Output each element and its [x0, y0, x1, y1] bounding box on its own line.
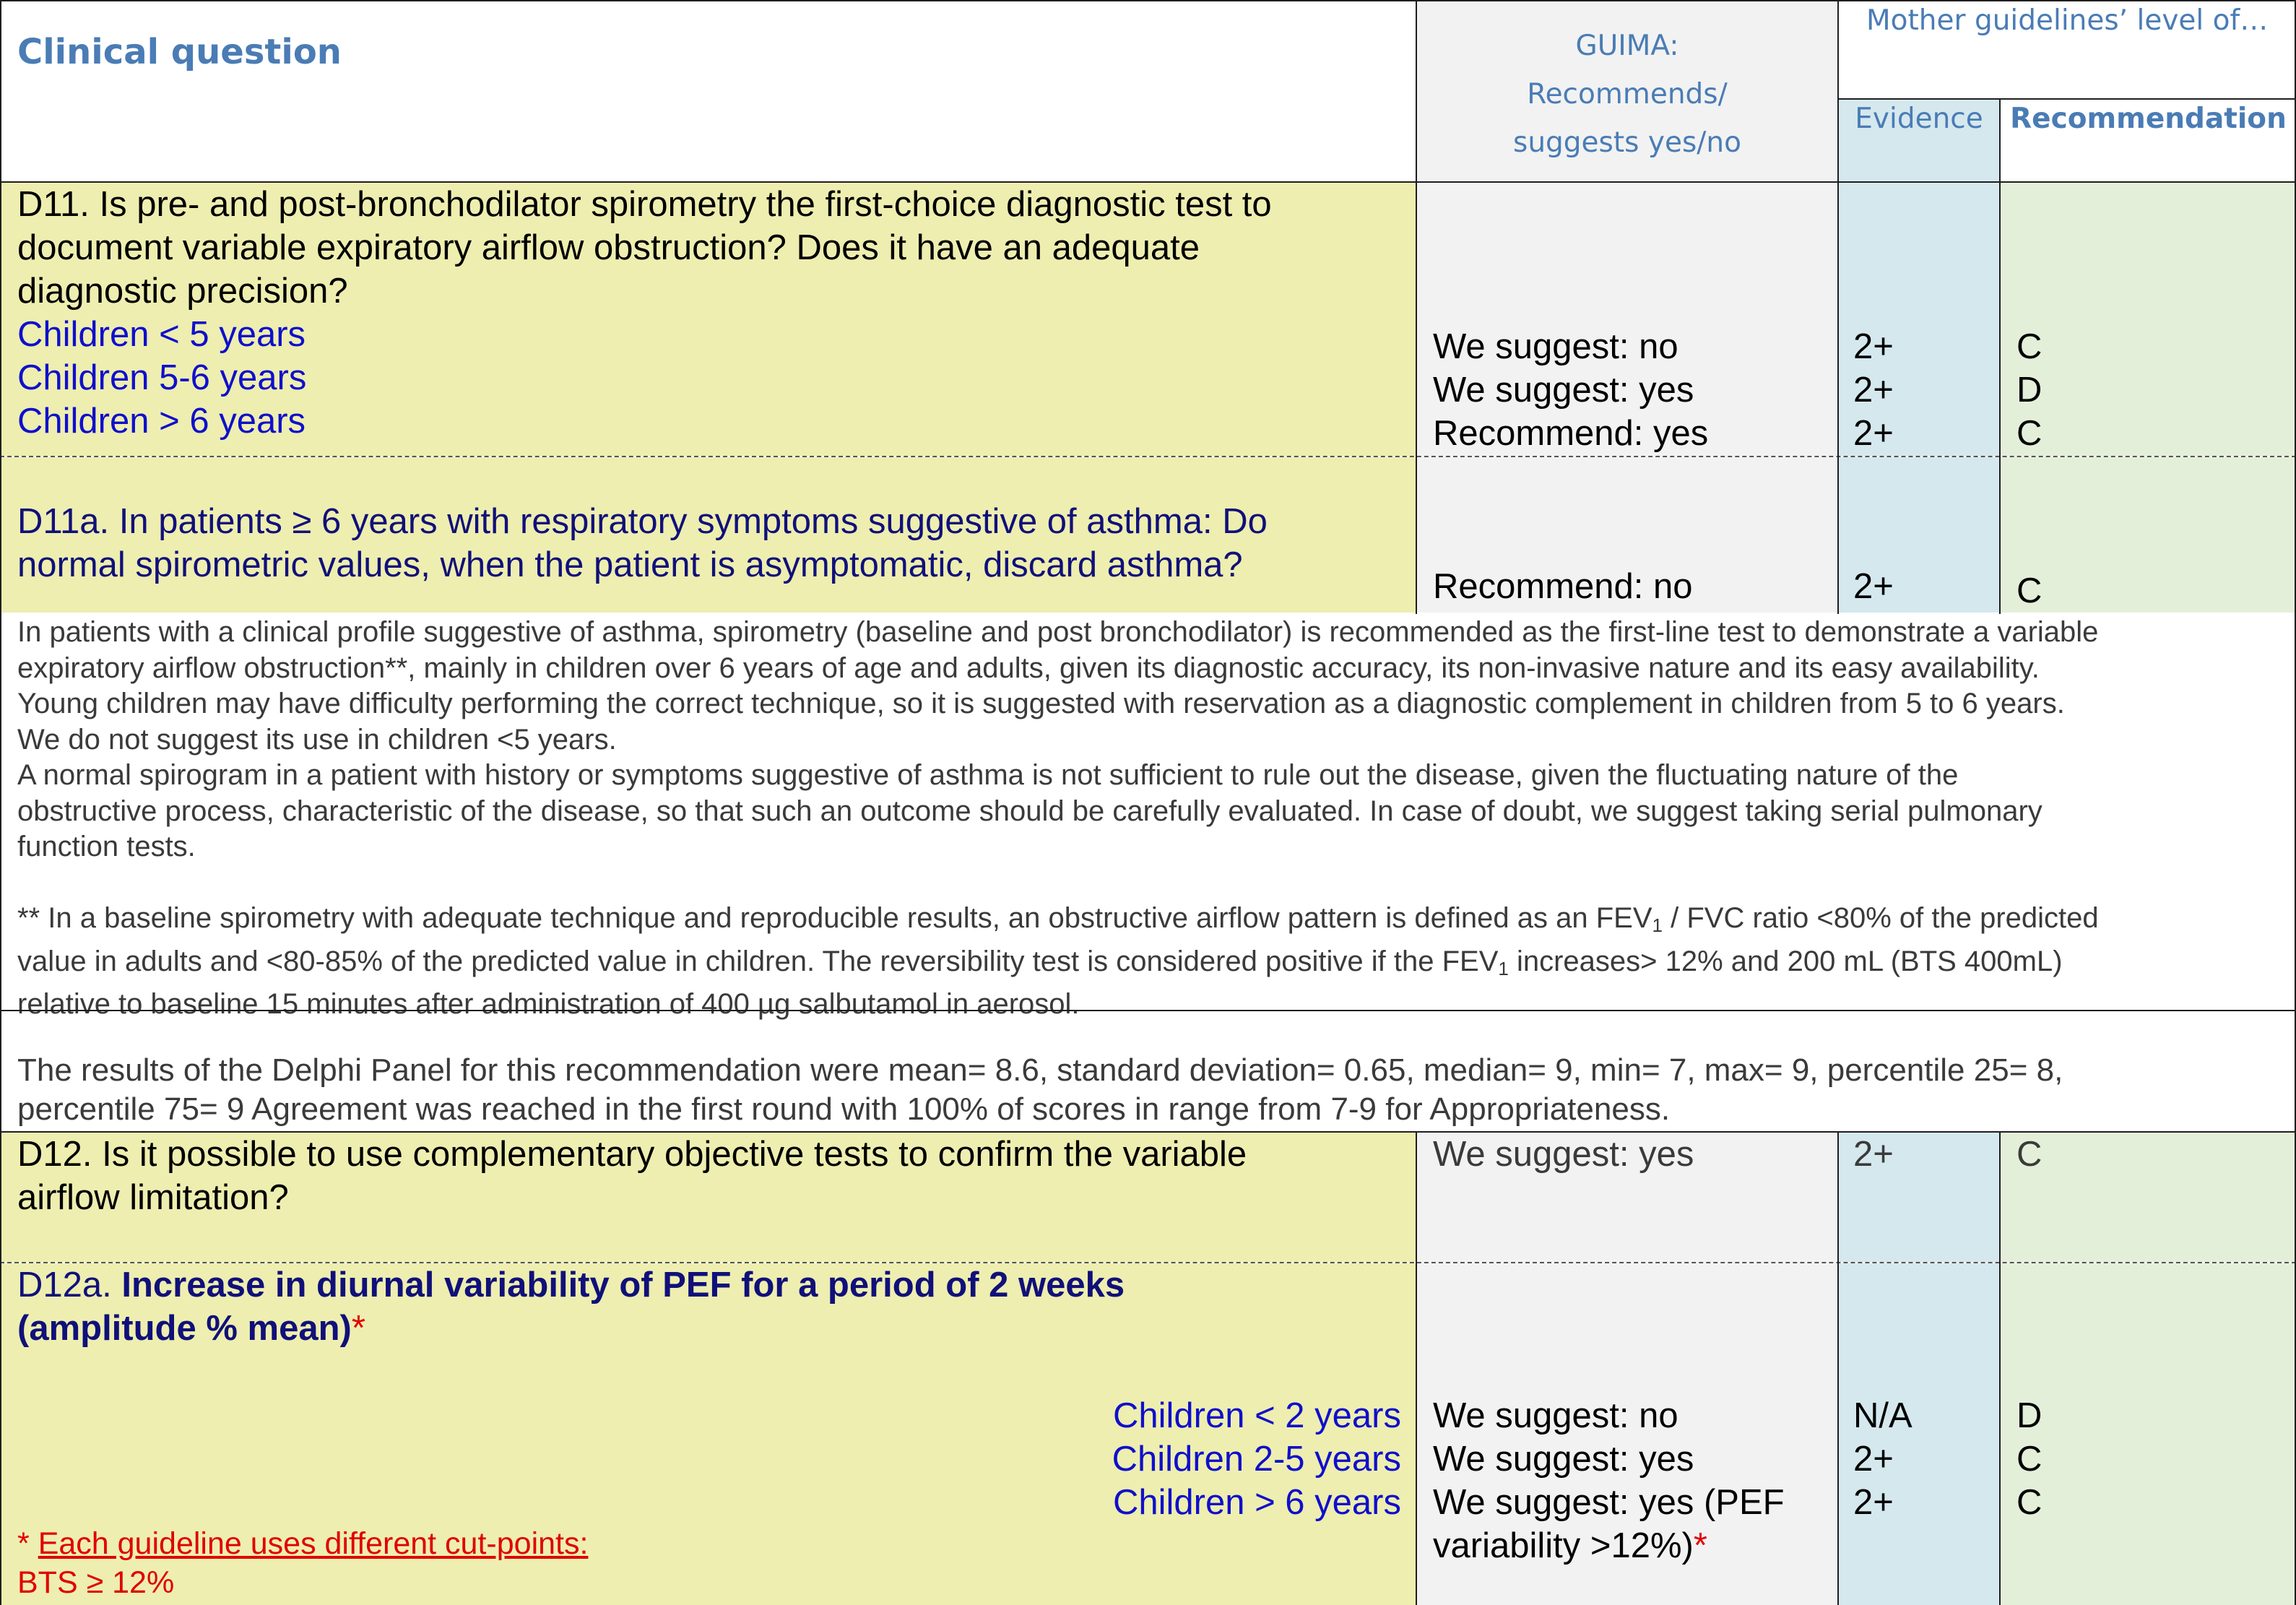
clinical-question-header: Clinical question — [17, 32, 342, 72]
subheader-divider — [1839, 98, 2296, 100]
d12a-recommendation-values: D C C — [2016, 1396, 2042, 1522]
mother-guidelines-header: Mother guidelines’ level of… — [1866, 4, 2269, 37]
d11a-guima: Recommend: no — [1433, 567, 1693, 606]
d11-group: Children < 5 years — [17, 315, 306, 354]
evidence-header: Evidence — [1855, 103, 1983, 135]
d11-question: D11. Is pre- and post-bronchodilator spirometry the first-choice diagnostic test to document variable expiratory airflow obstruction? Does it have an adequate diagnostic precision? Children < 5 years Children 5-6 years Children > 6 years — [17, 183, 1272, 443]
explanation-text: In patients with a clinical profile suggestive of asthma, spirometry (baseline and post bronchodilator) is recommended as the first-line test to demonstrate a variable expiratory airflow obstruction**, mainly in children over 6 years of age and adults, given its diagnostic accuracy, its non-invasive nature and its easy availability. Young children may have difficulty performing the correct technique, so it is suggested with reservation as a diagnostic complement in children from 5 to 6 years. We do not suggest its use in children <5 years. A normal spirogram in a patient with history or symptoms suggestive of asthma is not sufficient to rule out the disease, given the fluctuating nature of the obstructive process, characteristic of the disease, so that such an outcome should be carefully evaluated. In case of doubt, we suggest taking serial pulmonary function tests. ** In a baseline spirometry with adequate technique and reproducible results, an obstructive airflow pattern is defined as an $FEV_1$ / FVC ratio <80% of the predicted value in adults and <80-85% of the predicted value in children. The reversibility test is considered positive if the $FEV_1$ increases> 12% and 200 mL (BTS 400mL) relative to baseline 15 minutes after administration of 400 µg salbutamol in aerosol. — [17, 615, 2285, 1023]
d11a-evidence: 2+ — [1853, 567, 1894, 606]
table-border-left — [0, 0, 1, 1605]
header-divider — [0, 181, 2296, 183]
d12a-question: D12a. Increase in diurnal variability of PEF for a period of 2 weeks (amplitude % mean)* — [17, 1266, 1125, 1348]
recommendation-header: Recommendation — [2010, 103, 2287, 135]
d11-evidence-values: 2+ 2+ 2+ — [1853, 327, 1894, 453]
column-divider — [1837, 0, 1839, 614]
delphi-results: The results of the Delphi Panel for this recommendation were mean= 8.6, standard deviation= 0.65, median= 9, min= 7, max= 9, percentile 25= 8, percentile 75= 9 Agreement was reached in the first round with 100% of scores in range from 7-9 for Appropriateness. — [17, 1052, 2063, 1127]
row-divider — [0, 1010, 2296, 1011]
d11-group: Children > 6 years — [17, 402, 306, 441]
d11-group: Children 5-6 years — [17, 358, 307, 397]
row-divider — [0, 1262, 2296, 1263]
column-divider — [1837, 1131, 1839, 1605]
guima-header: GUIMA: Recommends/ suggests yes/no — [1513, 30, 1741, 159]
d11-guima-values: We suggest: no We suggest: yes Recommend: yes — [1433, 327, 1709, 453]
d12-guima: We suggest: yes — [1433, 1135, 1694, 1174]
d12-recommendation: C — [2016, 1135, 2042, 1174]
d12a-guima-values: We suggest: no We suggest: yes We suggest: yes (PEF variability >12%)* — [1433, 1396, 1785, 1565]
d12-evidence: 2+ — [1853, 1135, 1894, 1174]
column-divider — [1999, 1131, 2001, 1605]
d12-recommendation-cell — [2001, 1133, 2296, 1262]
d11-recommendation-values: C D C — [2016, 327, 2042, 453]
header-question-cell — [0, 0, 1416, 181]
footnote: ** In a baseline spirometry with adequate technique and reproducible results, an obstructive airflow pattern is defined as an $FEV_1$ / FVC ratio <80% of the predicted value in adults and <80-85% of the predicted value in children. The reversibility test is considered positive if the $FEV_1$ increases> 12% and 200 mL (BTS 400mL) relative to baseline 15 minutes after administration of 400 µg salbutamol in aerosol. — [17, 902, 2099, 1020]
cut-points-note: * Each guideline uses different cut-points: BTS ≥ 12% — [17, 1524, 588, 1602]
d11a-question: D11a. In patients ≥ 6 years with respiratory symptoms suggestive of asthma: Do normal spirometric values, when the patient is asymptomatic, discard asthma? — [17, 502, 1268, 584]
d11a-recommendation: C — [2016, 571, 2042, 610]
d11-recommendation-cell — [2001, 183, 2296, 456]
d12a-groups: Children < 2 years Children 2-5 years Children > 6 years — [1112, 1396, 1401, 1522]
table-border-top — [0, 0, 2296, 1]
bts-cutpoint: BTS ≥ 12% — [17, 1565, 175, 1600]
d12a-recommendation-cell — [2001, 1263, 2296, 1605]
row-divider — [0, 456, 2296, 457]
d12-question: D12. Is it possible to use complementary objective tests to confirm the variable airflow limitation? — [17, 1135, 1247, 1217]
column-divider — [1416, 1131, 1417, 1605]
row-divider — [0, 1131, 2296, 1133]
d11a-recommendation-cell — [2001, 457, 2296, 613]
column-divider — [1416, 0, 1417, 614]
d12a-evidence-values: N/A 2+ 2+ — [1853, 1396, 1912, 1522]
column-divider — [1999, 98, 2001, 614]
